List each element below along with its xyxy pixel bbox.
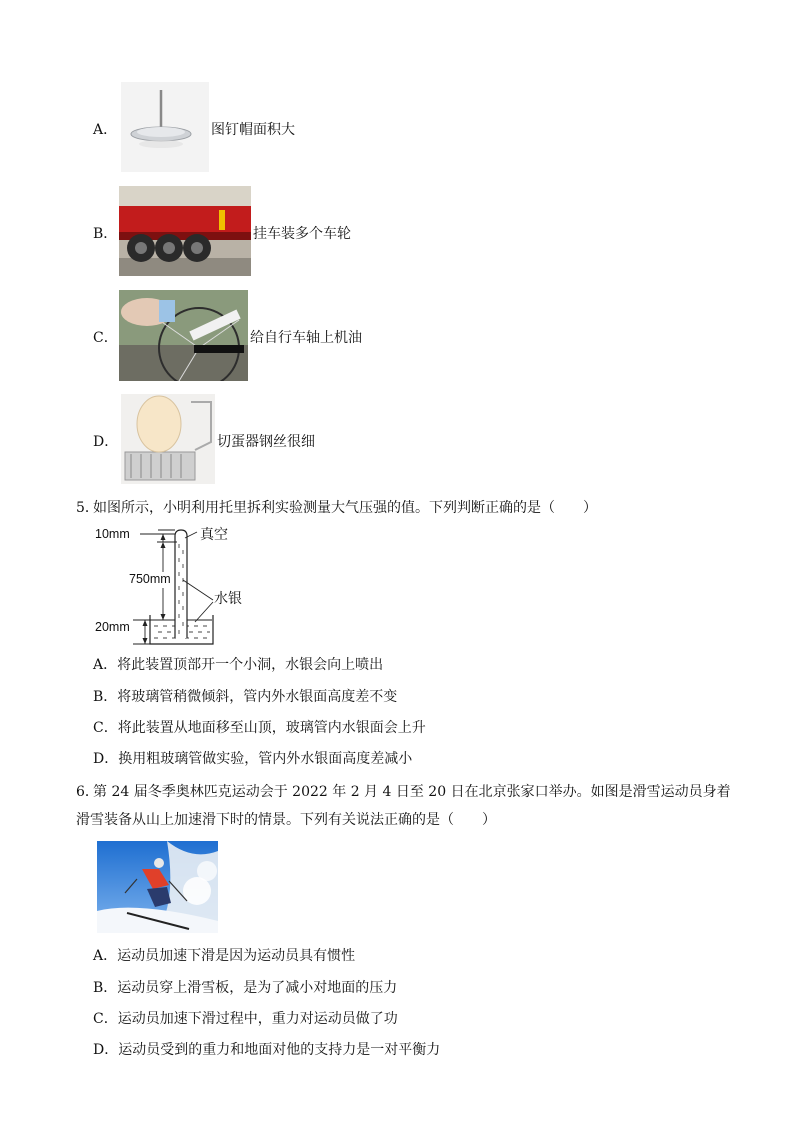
- option-text: 挂车装多个车轮: [253, 226, 351, 242]
- skier-photo: [97, 841, 218, 933]
- q6-option-b: [93, 979, 397, 997]
- q6-option-d: [93, 1041, 440, 1059]
- option-text: 图钉帽面积大: [211, 122, 295, 138]
- egg-slicer-photo: [121, 394, 215, 484]
- question-number: 5．: [76, 500, 99, 516]
- option-text: 将此装置从地面移至山顶，玻璃管内水银面会上升: [117, 720, 426, 736]
- thumbtack-photo: [121, 82, 209, 172]
- q5-option-d: [93, 750, 412, 768]
- option-letter: B．: [93, 980, 118, 996]
- q5-option-a: [93, 656, 383, 674]
- option-letter: B．: [93, 226, 118, 242]
- option-letter: D．: [93, 1042, 119, 1058]
- option-letter: A．: [93, 122, 118, 138]
- option-letter: C．: [93, 1011, 118, 1027]
- option-text: 运动员受到的重力和地面对他的支持力是一对平衡力: [118, 1042, 441, 1058]
- trailer-wheels-photo: [119, 186, 251, 276]
- option-text: 运动员穿上滑雪板，是为了减小对地面的压力: [117, 980, 398, 996]
- question-stem-line2: 滑雪装备从山上加速滑下时的情景。下列有关说法正确的是（ ）: [76, 812, 496, 828]
- label-vacuum: 真空: [200, 526, 228, 542]
- option-text: 给自行车轴上机油: [250, 330, 362, 346]
- question-stem: 如图所示，小明利用托里拆利实验测量大气压强的值。下列判断正确的是（ ）: [93, 500, 597, 516]
- label-10mm: 10mm: [95, 527, 130, 541]
- label-mercury: 水银: [214, 590, 242, 606]
- option-text: 将此装置顶部开一个小洞，水银会向上喷出: [117, 657, 384, 673]
- q5-option-c: [93, 719, 426, 737]
- bicycle-oil-photo: [119, 290, 248, 381]
- option-text: 运动员加速下滑是因为运动员具有惯性: [117, 948, 356, 964]
- option-text: 运动员加速下滑过程中，重力对运动员做了功: [117, 1011, 398, 1027]
- q5-option-b: [93, 688, 397, 706]
- question-number: 6．: [76, 784, 99, 800]
- option-letter: D．: [93, 751, 119, 767]
- option-letter: C．: [93, 330, 118, 346]
- option-letter: C．: [93, 720, 118, 736]
- option-text: 切蛋器钢丝很细: [217, 434, 315, 450]
- label-750mm: 750mm: [129, 572, 171, 586]
- option-text: 将玻璃管稍微倾斜，管内外水银面高度差不变: [117, 689, 398, 705]
- option-letter: B．: [93, 689, 118, 705]
- option-letter: A．: [93, 948, 118, 964]
- option-letter: A．: [93, 657, 118, 673]
- option-letter: D．: [93, 434, 119, 450]
- label-20mm: 20mm: [95, 620, 130, 634]
- question-stem-line1: 第 24 届冬季奥林匹克运动会于 2022 年 2 月 4 日至 20 日在北京张家口举办。如图是滑雪运动员身着: [93, 784, 731, 800]
- q6-option-a: [93, 947, 355, 965]
- q6-option-c: [93, 1010, 398, 1028]
- torricelli-diagram: [95, 522, 255, 650]
- option-text: 换用粗玻璃管做实验，管内外水银面高度差减小: [118, 751, 413, 767]
